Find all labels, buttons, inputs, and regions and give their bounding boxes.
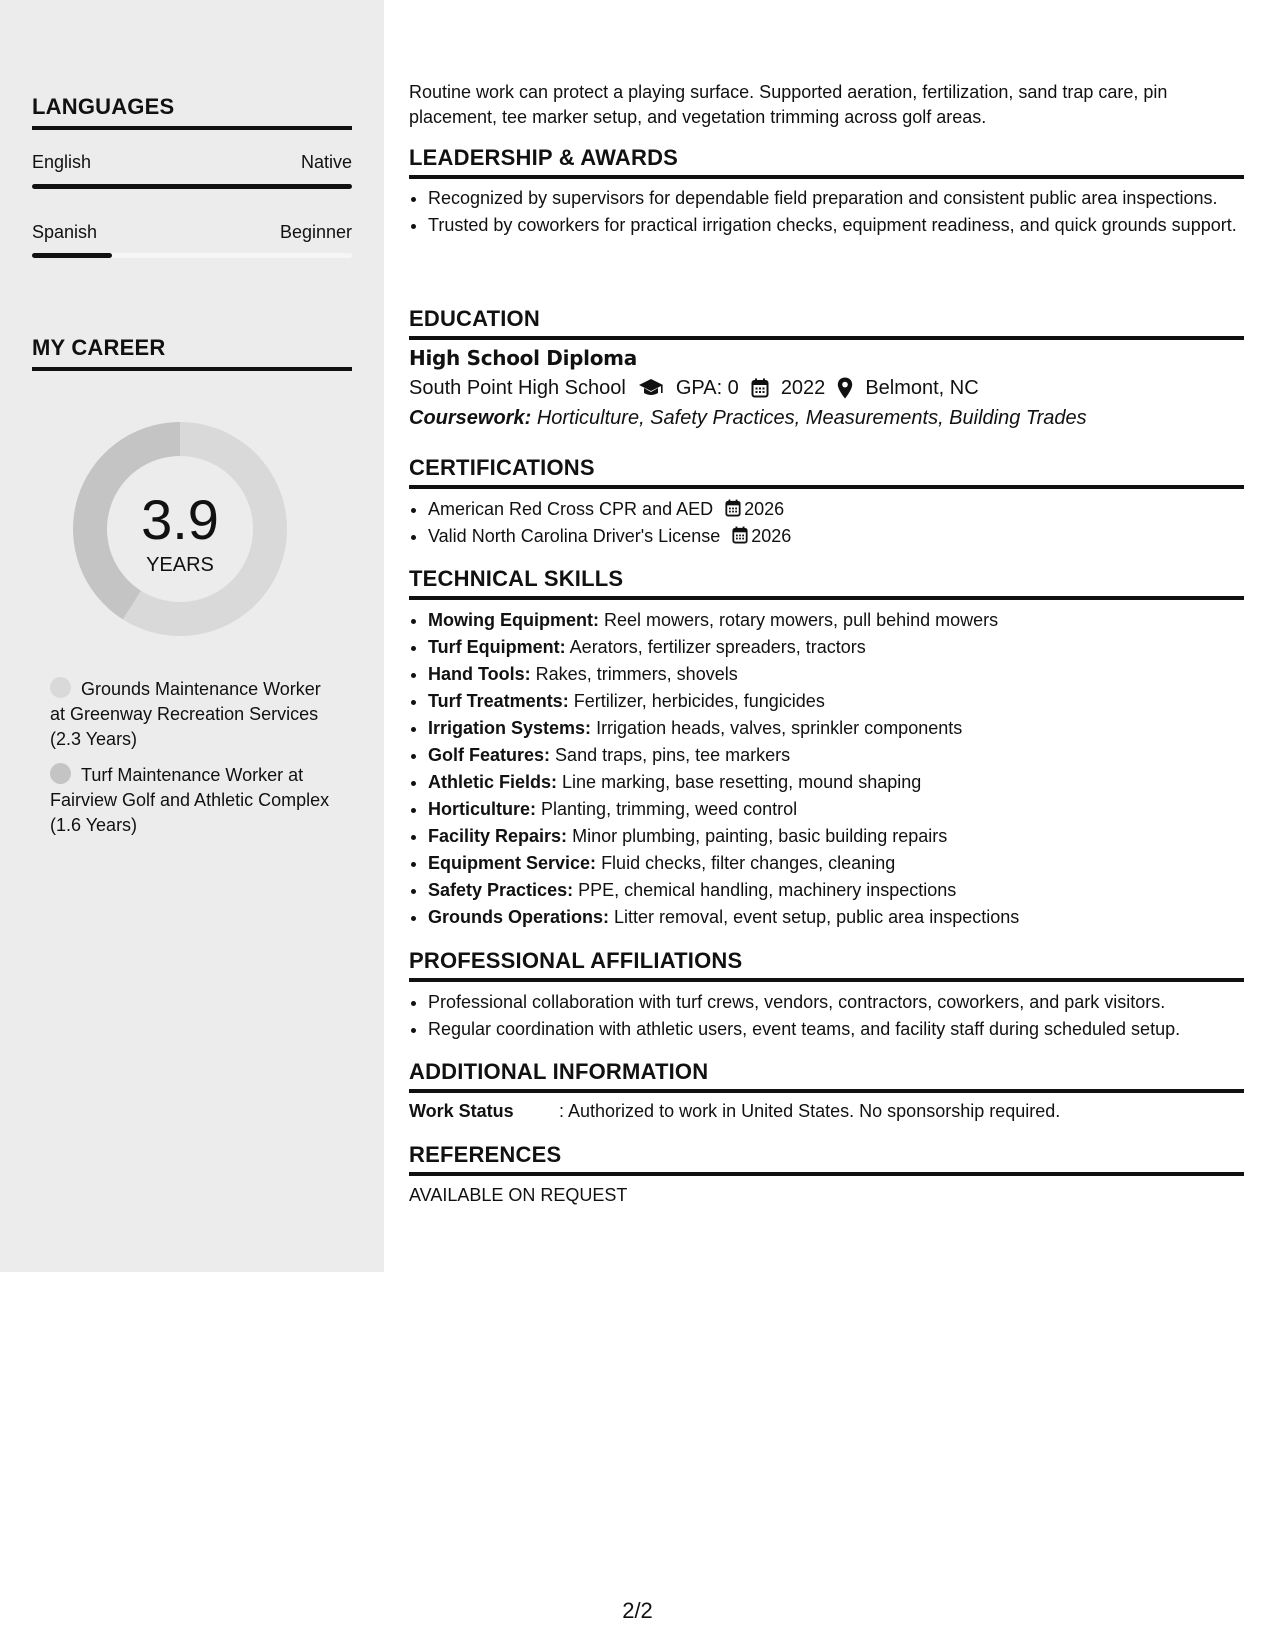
- list-item: [428, 496, 1244, 523]
- page-number: 2/2: [622, 1598, 653, 1623]
- career-item: [50, 763, 330, 838]
- language-level: Native: [300, 152, 352, 172]
- skill-label: Safety Practices:: [428, 880, 574, 900]
- language-bar-fill: [32, 184, 352, 189]
- references-heading: REFERENCES: [409, 1142, 1244, 1176]
- career-unit: YEARS: [146, 554, 214, 576]
- skill-item: [428, 661, 1244, 688]
- skill-item: [428, 877, 1244, 904]
- skill-label: Horticulture:: [428, 799, 536, 819]
- graduation-year: 2022: [780, 377, 826, 399]
- skill-label: Turf Treatments:: [428, 691, 569, 711]
- certification-name: American Red Cross CPR and AED: [428, 499, 714, 519]
- school-name: South Point High School: [409, 377, 626, 399]
- skill-item: [428, 850, 1244, 877]
- language-row: [32, 222, 352, 243]
- skill-label: Equipment Service:: [428, 853, 597, 873]
- career-heading: MY CAREER: [32, 335, 352, 371]
- certification-name: Valid North Carolina Driver's License: [428, 526, 721, 546]
- skill-text: Fertilizer, herbicides, fungicides: [573, 691, 825, 711]
- calendar-icon: [725, 499, 741, 517]
- leadership-heading: LEADERSHIP & AWARDS: [409, 145, 1244, 179]
- skill-item: [428, 607, 1244, 634]
- language-bar: [32, 184, 352, 189]
- language-name: English: [32, 152, 92, 172]
- career-item: [50, 677, 330, 752]
- affiliations-list: [409, 989, 1244, 1043]
- career-total: 3.9: [141, 488, 219, 551]
- calendar-icon: [751, 378, 769, 398]
- career-item-text: Grounds Maintenance Worker at Greenway Recreation Services (2.3 Years): [50, 679, 321, 749]
- skill-label: Grounds Operations:: [428, 907, 610, 927]
- skill-label: Athletic Fields:: [428, 772, 558, 792]
- career-dot-icon: [50, 763, 71, 784]
- skill-text: Litter removal, event setup, public area inspections: [614, 907, 1020, 927]
- skill-item: [428, 742, 1244, 769]
- additional-information-heading: ADDITIONAL INFORMATION: [409, 1059, 1244, 1093]
- certifications-list: [409, 496, 1244, 550]
- certifications-heading: CERTIFICATIONS: [409, 455, 1244, 489]
- coursework-label: Coursework:: [409, 407, 532, 429]
- list-item: • Recognized by supervisors for dependable field preparation and consistent public area inspections.: [428, 186, 1244, 211]
- skill-text: Rakes, trimmers, shovels: [535, 664, 738, 684]
- list-item: • Regular coordination with athletic users, event teams, and facility staff during scheduled setup.: [428, 1016, 1244, 1043]
- degree-title: High School Diploma: [409, 346, 637, 370]
- affiliations-heading: PROFESSIONAL AFFILIATIONS: [409, 948, 1244, 982]
- list-item: [428, 523, 1244, 550]
- skill-label: Mowing Equipment:: [428, 610, 599, 630]
- language-name: Spanish: [32, 222, 98, 242]
- graduation-cap-icon: [638, 378, 664, 398]
- skill-label: Facility Repairs:: [428, 826, 568, 846]
- skill-text: Sand traps, pins, tee markers: [555, 745, 791, 765]
- list-item: • Professional collaboration with turf crews, vendors, contractors, coworkers, and park visitors.: [428, 989, 1244, 1016]
- location-pin-icon: [837, 377, 853, 399]
- skill-text: Line marking, base resetting, mound shaping: [562, 772, 922, 792]
- skill-label: Hand Tools:: [428, 664, 531, 684]
- leadership-list: [409, 186, 1244, 238]
- skill-label: Golf Features:: [428, 745, 551, 765]
- career-item-text: Turf Maintenance Worker at Fairview Golf and Athletic Complex (1.6 Years): [50, 765, 330, 835]
- technical-skills-heading: TECHNICAL SKILLS: [409, 566, 1244, 600]
- skill-text: PPE, chemical handling, machinery inspections: [578, 880, 957, 900]
- career-dot-icon: [50, 677, 71, 698]
- skill-label: Turf Equipment:: [428, 637, 566, 657]
- certification-year: 2026: [744, 499, 785, 519]
- skill-item: [428, 769, 1244, 796]
- skill-item: [428, 823, 1244, 850]
- skill-text: Aerators, fertilizer spreaders, tractors: [569, 637, 866, 657]
- coursework-text: Horticulture, Safety Practices, Measurements, Building Trades: [536, 407, 1087, 429]
- skill-text: Minor plumbing, painting, basic building repairs: [572, 826, 948, 846]
- work-status-label: Work Status: [409, 1101, 514, 1121]
- work-status-value: : Authorized to work in United States. No sponsorship required.: [559, 1101, 1061, 1121]
- skill-item: [428, 796, 1244, 823]
- work-status-row: [409, 1099, 1244, 1124]
- skill-label: Irrigation Systems:: [428, 718, 592, 738]
- skill-text: Irrigation heads, valves, sprinkler components: [596, 718, 963, 738]
- sidebar: [0, 0, 384, 1272]
- language-row: [32, 152, 352, 173]
- intro-paragraph: Routine work can protect a playing surface. Supported aeration, fertilization, sand trap care, pin placement, tee marker setup, and vegetation trimming across golf areas.: [409, 82, 1168, 127]
- languages-heading: LANGUAGES: [32, 94, 352, 130]
- career-donut-chart: [66, 415, 294, 643]
- references-text: AVAILABLE ON REQUEST: [409, 1185, 628, 1205]
- calendar-icon: [732, 526, 748, 544]
- education-details: [409, 373, 1244, 403]
- skill-text: Reel mowers, rotary mowers, pull behind mowers: [604, 610, 999, 630]
- language-bar-fill: [32, 253, 112, 258]
- coursework: [409, 403, 1244, 433]
- gpa: GPA: 0: [675, 377, 739, 399]
- skill-item: [428, 715, 1244, 742]
- certification-year: 2026: [751, 526, 792, 546]
- skill-text: Planting, trimming, weed control: [541, 799, 798, 819]
- education-entry: [409, 346, 1244, 433]
- school-location: Belmont, NC: [865, 377, 979, 399]
- language-level: Beginner: [279, 222, 352, 242]
- language-bar: [32, 253, 352, 258]
- skill-item: [428, 904, 1244, 931]
- list-item: • Trusted by coworkers for practical irrigation checks, equipment readiness, and quick grounds support.: [428, 213, 1244, 238]
- skill-text: Fluid checks, filter changes, cleaning: [601, 853, 896, 873]
- technical-skills-list: [409, 607, 1244, 931]
- education-heading: EDUCATION: [409, 306, 1244, 340]
- skill-item: [428, 634, 1244, 661]
- skill-item: [428, 688, 1244, 715]
